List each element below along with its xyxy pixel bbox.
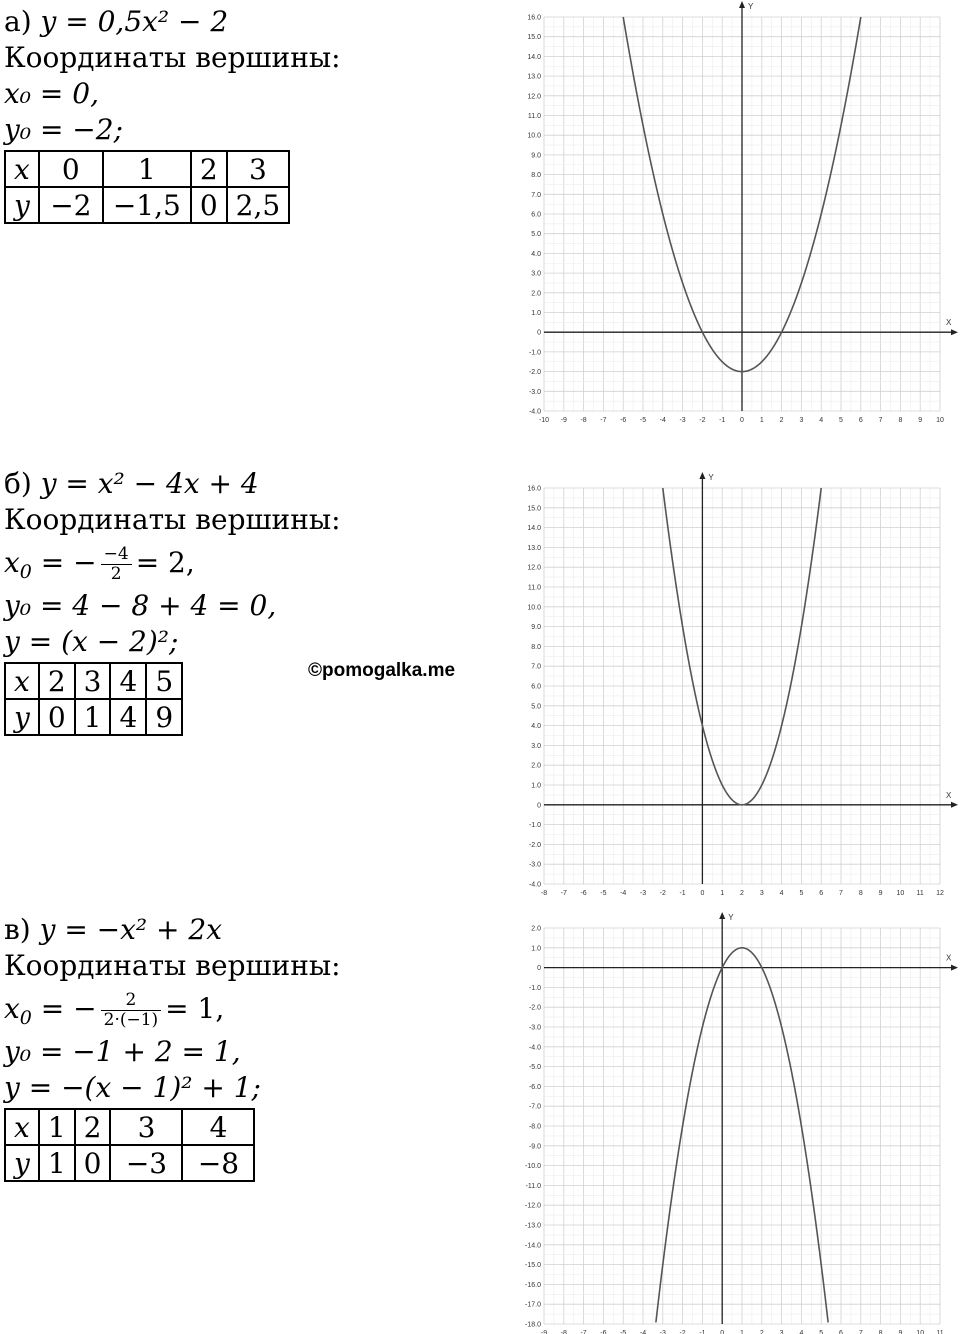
x-tick-label: 2	[740, 890, 744, 897]
y-tick-label: 16.0	[527, 14, 541, 22]
y-tick-label: 0	[537, 965, 541, 973]
table-row	[5, 663, 182, 699]
x-tick-label: 8	[858, 890, 863, 897]
y-tick-label: -4.0	[528, 881, 541, 889]
x-axis-arrow	[951, 329, 958, 335]
problem-a-x0: x₀ = 0,	[4, 77, 99, 110]
y-tick-label: 6.0	[531, 683, 541, 691]
x-tick-label: 7	[858, 1330, 863, 1334]
table-cell: 0	[39, 699, 75, 735]
x-tick-label: -8	[560, 1330, 567, 1334]
y-tick-label: 1.0	[531, 782, 541, 790]
y-tick-label: -9.0	[528, 1143, 541, 1151]
x-tick-label: 0	[720, 1330, 725, 1334]
y-tick-label: -14.0	[525, 1242, 541, 1250]
table-header-x: x	[5, 151, 39, 187]
table-cell: 5	[146, 663, 182, 699]
problem-b-y0: y₀ = 4 − 8 + 4 = 0,	[4, 589, 277, 622]
x-tick-label: 10	[916, 1330, 925, 1334]
y-tick-label: 12.0	[527, 93, 541, 101]
x-tick-label: -2	[699, 417, 706, 424]
x-tick-label: -6	[620, 417, 627, 424]
table-cell: 2,5	[227, 187, 290, 223]
y-tick-label: -6.0	[528, 1083, 541, 1091]
problem-a-y0: y₀ = −2;	[4, 113, 124, 146]
problem-b-value-table	[4, 662, 183, 736]
y-tick-label: 1.0	[531, 945, 541, 953]
x-tick-label: -4	[620, 890, 627, 897]
watermark: ©pomogalka.me	[308, 660, 456, 681]
y-tick-label: -1.0	[528, 349, 541, 357]
table-header-y: y	[5, 187, 39, 223]
y-tick-label: 11.0	[527, 113, 541, 120]
x-tick-label: 4	[799, 1330, 804, 1334]
table-cell: −2	[39, 187, 103, 223]
y-tick-label: 2.0	[531, 925, 541, 933]
x-tick-label: -9	[540, 1330, 548, 1334]
y-tick-label: -2.0	[528, 1004, 541, 1012]
table-header-x: x	[5, 1109, 39, 1145]
table-cell: 0	[191, 187, 227, 223]
y-tick-label: -12.0	[525, 1202, 541, 1210]
problem-c-y0: y₀ = −1 + 2 = 1,	[4, 1035, 241, 1068]
table-cell: 9	[146, 699, 182, 735]
y-tick-label: -11.0	[525, 1182, 541, 1190]
y-tick-label: 10.0	[527, 132, 541, 140]
y-tick-label: 2.0	[531, 762, 541, 770]
problem-b-form: y = (x − 2)²;	[4, 625, 179, 658]
x-tick-label: -1	[699, 1330, 706, 1334]
y-tick-label: -3.0	[528, 388, 541, 396]
y-tick-label: -8.0	[528, 1123, 541, 1131]
y-tick-label: 11.0	[527, 584, 541, 592]
y-tick-label: -2.0	[528, 369, 541, 377]
y-tick-label: 0	[537, 802, 541, 810]
x-tick-label: -7	[580, 1330, 587, 1334]
x-tick-label: 11	[916, 890, 924, 897]
y-tick-label: -1.0	[528, 822, 541, 830]
table-header-y: y	[5, 699, 39, 735]
table-cell: 0	[39, 151, 103, 187]
y-tick-label: 8.0	[531, 643, 541, 651]
x-axis-label: X	[946, 790, 952, 800]
x-tick-label: 9	[878, 890, 883, 897]
x-tick-label: -7	[600, 417, 607, 424]
table-cell: 2	[75, 1109, 111, 1145]
y-tick-label: 5.0	[531, 231, 541, 239]
x-tick-label: 6	[839, 1330, 843, 1334]
y-tick-label: -18.0	[525, 1321, 541, 1329]
y-axis-arrow	[719, 912, 725, 919]
y-tick-label: 7.0	[531, 191, 541, 199]
chart-a	[500, 0, 960, 440]
y-tick-label: 12.0	[527, 564, 541, 572]
y-tick-label: 15.0	[527, 34, 541, 42]
y-axis-label: Y	[728, 913, 734, 922]
x-tick-label: -9	[560, 417, 567, 424]
y-tick-label: -16.0	[525, 1281, 541, 1289]
y-tick-label: 9.0	[531, 152, 541, 160]
y-tick-label: 13.0	[527, 73, 541, 81]
table-cell: 4	[110, 663, 146, 699]
x-tick-label: 2	[779, 417, 784, 424]
problem-b-formula: б) y = x² − 4x + 4	[4, 467, 259, 500]
problem-a	[4, 4, 341, 224]
x-tick-label: 6	[858, 417, 863, 424]
y-tick-label: -3.0	[528, 1024, 541, 1032]
chart-c	[500, 904, 960, 1334]
y-tick-label: 15.0	[527, 505, 541, 513]
x-tick-label: -2	[679, 1330, 686, 1334]
y-tick-label: 2.0	[531, 290, 541, 298]
x-tick-label: -2	[659, 890, 666, 897]
problem-c-vertex-label: Координаты вершины:	[4, 949, 341, 982]
y-axis-arrow	[739, 1, 745, 8]
table-cell: 1	[39, 1109, 75, 1145]
y-tick-label: 7.0	[531, 663, 541, 671]
y-tick-label: -4.0	[528, 408, 541, 416]
table-row	[5, 151, 289, 187]
problem-a-formula: а) y = 0,5x² − 2	[4, 5, 229, 38]
table-cell: 3	[75, 663, 111, 699]
table-cell: 3	[227, 151, 290, 187]
x-tick-label: -3	[679, 417, 686, 424]
problem-b	[4, 466, 341, 736]
x-tick-label: -5	[639, 417, 647, 424]
y-tick-label: 6.0	[531, 211, 541, 219]
x-tick-label: 5	[839, 417, 843, 424]
y-tick-label: 4.0	[531, 723, 541, 731]
y-tick-label: 16.0	[527, 485, 541, 493]
y-tick-label: -2.0	[528, 841, 541, 849]
table-cell: −3	[110, 1145, 182, 1181]
y-tick-label: -3.0	[528, 861, 541, 869]
x-tick-label: 12	[936, 890, 944, 897]
y-tick-label: -7.0	[528, 1103, 541, 1111]
y-tick-label: 5.0	[531, 703, 541, 711]
x-axis-label: X	[946, 953, 952, 963]
y-tick-label: -4.0	[528, 1044, 541, 1052]
y-tick-label: 3.0	[531, 270, 541, 278]
problem-c	[4, 912, 341, 1182]
table-cell: 2	[191, 151, 227, 187]
x-tick-label: 8	[878, 1330, 883, 1334]
y-tick-label: 8.0	[531, 172, 541, 180]
problem-b-vertex-label: Координаты вершины:	[4, 503, 341, 536]
x-tick-label: -10	[538, 417, 550, 424]
y-tick-label: 14.0	[527, 525, 541, 533]
table-cell: 2	[39, 663, 75, 699]
y-tick-label: -17.0	[525, 1301, 541, 1309]
x-axis-arrow	[951, 802, 958, 808]
x-tick-label: -1	[679, 890, 686, 897]
x-tick-label: -1	[719, 417, 726, 424]
x-tick-label: -4	[659, 417, 666, 424]
x-tick-label: 4	[819, 417, 824, 424]
x-tick-label: -3	[639, 890, 647, 897]
y-axis-label: Y	[708, 473, 714, 482]
problem-c-x0: $x_0$ = − $\frac{2}{2\cdot(-1)}$ = 1,	[4, 990, 225, 1030]
x-tick-label: -8	[540, 890, 548, 897]
y-tick-label: -10.0	[525, 1163, 541, 1171]
x-axis-label: X	[946, 318, 952, 328]
y-tick-label: 0	[537, 329, 541, 337]
table-cell: 1	[39, 1145, 75, 1181]
problem-c-formula: в) y = −x² + 2x	[4, 913, 223, 946]
x-tick-label: 10	[896, 890, 905, 897]
x-tick-label: -6	[600, 1330, 607, 1334]
y-axis-label: Y	[748, 2, 754, 11]
table-row	[5, 187, 289, 223]
table-cell: 1	[75, 699, 111, 735]
y-tick-label: 9.0	[531, 624, 541, 632]
x-tick-label: 10	[936, 417, 944, 424]
table-cell: 4	[110, 699, 146, 735]
problem-c-form: y = −(x − 1)² + 1;	[4, 1071, 261, 1104]
table-cell: 1	[103, 151, 191, 187]
y-tick-label: -1.0	[528, 984, 541, 992]
problem-a-value-table	[4, 150, 290, 224]
y-tick-label: 10.0	[527, 604, 541, 612]
x-tick-label: 9	[898, 1330, 903, 1334]
x-axis-arrow	[951, 965, 958, 971]
x-tick-label: 7	[878, 417, 883, 424]
y-axis-arrow	[699, 472, 705, 479]
x-tick-label: 1	[740, 1330, 744, 1334]
x-tick-label: 6	[819, 890, 824, 897]
x-tick-label: 11	[936, 1330, 944, 1334]
table-cell: 4	[182, 1109, 254, 1145]
problem-c-value-table	[4, 1108, 255, 1182]
problem-a-vertex-label: Координаты вершины:	[4, 41, 341, 74]
table-row	[5, 699, 182, 735]
y-tick-label: -5.0	[528, 1064, 541, 1072]
x-tick-label: -4	[639, 1330, 647, 1334]
x-tick-label: 5	[799, 890, 804, 897]
x-tick-label: 7	[839, 890, 843, 897]
x-tick-label: 9	[918, 417, 923, 424]
x-tick-label: -3	[659, 1330, 666, 1334]
chart-b	[500, 464, 960, 904]
fraction: $\frac{2}{2\cdot(-1)}$	[101, 991, 162, 1030]
x-tick-label: 5	[819, 1330, 824, 1334]
table-cell: 3	[110, 1109, 182, 1145]
y-tick-label: 4.0	[531, 250, 541, 258]
x-tick-label: 1	[759, 417, 764, 424]
y-tick-label: -15.0	[525, 1262, 541, 1270]
x-tick-label: 3	[779, 1330, 784, 1334]
x-tick-label: 3	[799, 417, 804, 424]
x-tick-label: 1	[720, 890, 725, 897]
problem-b-x0: $x_0$ = − $\frac{-4}{2}$ = 2,	[4, 544, 195, 584]
y-tick-label: 1.0	[531, 310, 541, 317]
x-tick-label: 0	[740, 417, 744, 424]
x-tick-label: -8	[580, 417, 587, 424]
table-header-y: y	[5, 1145, 39, 1181]
x-tick-label: 4	[779, 890, 784, 897]
table-row	[5, 1109, 254, 1145]
fraction: $\frac{-4}{2}$	[101, 545, 132, 584]
x-tick-label: -5	[600, 890, 607, 897]
x-tick-label: -5	[620, 1330, 627, 1334]
y-tick-label: 13.0	[527, 544, 541, 552]
y-tick-label: 3.0	[531, 742, 541, 750]
table-header-x: x	[5, 663, 39, 699]
x-tick-label: 0	[700, 890, 705, 897]
table-cell: −8	[182, 1145, 254, 1181]
y-tick-label: 14.0	[527, 53, 541, 61]
table-cell: −1,5	[103, 187, 191, 223]
x-tick-label: 8	[898, 417, 903, 424]
x-tick-label: -7	[560, 890, 567, 897]
y-tick-label: -13.0	[525, 1222, 541, 1230]
table-cell: 0	[75, 1145, 111, 1181]
x-tick-label: -6	[580, 890, 587, 897]
x-tick-label: 3	[759, 890, 764, 897]
x-tick-label: 2	[759, 1330, 764, 1334]
table-row	[5, 1145, 254, 1181]
